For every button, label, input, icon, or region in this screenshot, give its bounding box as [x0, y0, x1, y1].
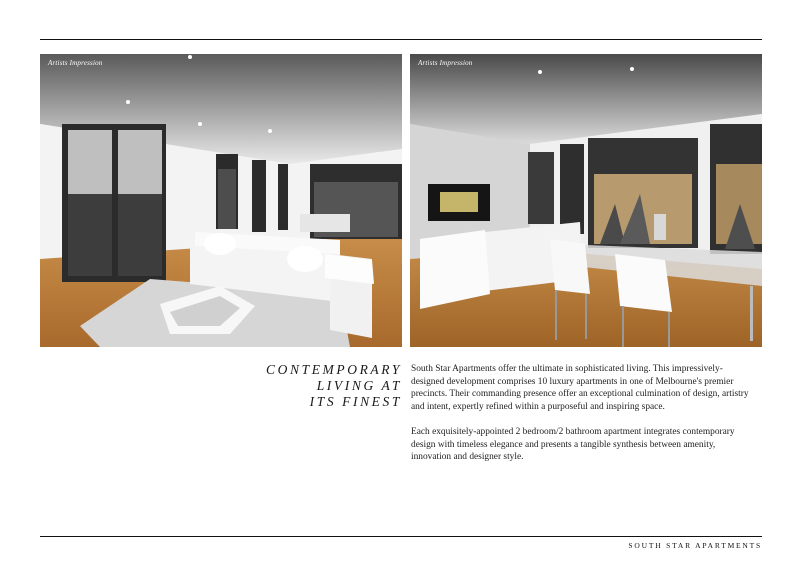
heading-line: ITS FINEST: [309, 394, 402, 409]
body-paragraph: Each exquisitely-appointed 2 bedroom/2 bathroom apartment integrates contemporary design with timeless elegance and presents a tangible synthesis between amenity, innovation and designer style.: [411, 426, 735, 463]
footer-brand: SOUTH STAR APARTMENTS: [628, 541, 762, 550]
photo-caption: Artists Impression: [418, 59, 473, 67]
top-rule: [40, 39, 762, 40]
living-room-photo: [40, 54, 402, 347]
photo-caption: Artists Impression: [48, 59, 103, 67]
page-heading: [200, 362, 402, 410]
body-text: [411, 363, 756, 476]
body-paragraph: South Star Apartments offer the ultimate in sophisticated living. This impressively-designed development comprises 10 luxury apartments in one of Melbourne's premier precincts. Their commanding presence offer an exceptional culmination of design, artistry and intent, expertly refined within a purposeful and inspiring space.: [411, 364, 749, 412]
dining-area-photo: [410, 54, 762, 347]
bottom-rule: [40, 536, 762, 537]
heading-line: LIVING AT: [316, 378, 402, 393]
heading-line: CONTEMPORARY: [266, 362, 402, 377]
